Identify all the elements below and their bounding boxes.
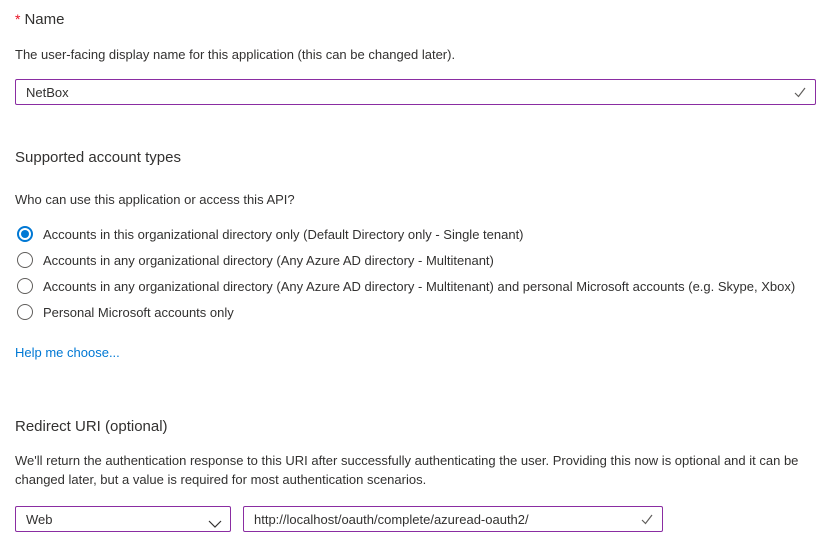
redirect-uri-description: We'll return the authentication response to this URI after successfully authenticating the user. Providing this now is optional and it can be changed later, but a value is required for most authentication scenarios. bbox=[15, 453, 799, 487]
radio-option-label: Accounts in any organizational directory (Any Azure AD directory - Multitenant) bbox=[43, 252, 494, 268]
redirect-uri-row bbox=[15, 506, 816, 532]
platform-select-container bbox=[15, 506, 231, 532]
platform-select-value: Web bbox=[26, 511, 53, 527]
radio-button-icon bbox=[17, 226, 33, 242]
name-description: The user-facing display name for this application (this can be changed later). bbox=[15, 47, 456, 62]
radio-option-label: Accounts in this organizational directory only (Default Directory only - Single tenant) bbox=[43, 226, 524, 242]
platform-select[interactable] bbox=[15, 506, 231, 532]
required-asterisk: * bbox=[15, 11, 21, 27]
name-label: Name bbox=[24, 11, 65, 28]
radio-option-single-tenant[interactable] bbox=[15, 221, 816, 247]
name-section-title bbox=[15, 11, 816, 28]
redirect-uri-title: Redirect URI (optional) bbox=[15, 418, 168, 435]
account-types-radio-group bbox=[15, 221, 816, 325]
name-input[interactable] bbox=[15, 79, 816, 105]
radio-option-label: Accounts in any organizational directory (Any Azure AD directory - Multitenant) and personal Microsoft accounts (e.g. Skype, Xbox) bbox=[43, 278, 796, 294]
radio-option-multitenant[interactable] bbox=[15, 247, 816, 273]
account-types-title: Supported account types bbox=[15, 149, 181, 166]
redirect-uri-input-container bbox=[243, 506, 663, 532]
redirect-uri-input[interactable] bbox=[243, 506, 663, 532]
radio-option-multitenant-personal[interactable] bbox=[15, 273, 816, 299]
radio-option-label: Personal Microsoft accounts only bbox=[43, 304, 234, 320]
radio-button-icon bbox=[17, 304, 33, 320]
name-input-container bbox=[15, 79, 816, 105]
radio-button-icon bbox=[17, 278, 33, 294]
radio-button-icon bbox=[17, 252, 33, 268]
help-me-choose-link[interactable]: Help me choose... bbox=[15, 345, 120, 360]
account-types-question: Who can use this application or access this API? bbox=[15, 192, 295, 207]
radio-option-personal-only[interactable] bbox=[15, 299, 816, 325]
